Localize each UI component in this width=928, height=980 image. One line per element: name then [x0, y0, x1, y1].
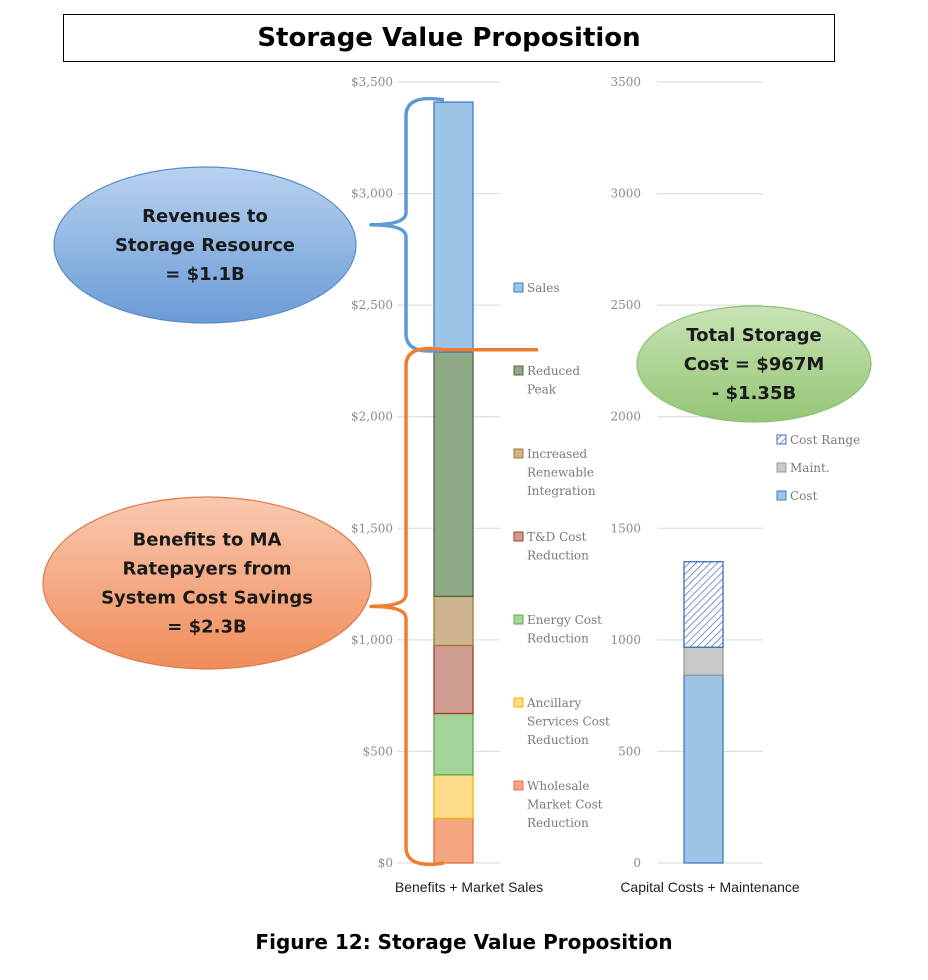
- right-legend-label-cost-range: Cost Range: [790, 433, 861, 447]
- benefits-callout-ellipse: [43, 497, 371, 669]
- left-legend-label-energy-cost-reduction: Energy Cost Reduction: [527, 613, 602, 646]
- left-legend-swatch-energy-cost-reduction: [514, 615, 523, 624]
- left-bar-ancillary-services-cost-reduction: [434, 775, 473, 819]
- benefits-brace: [371, 348, 444, 864]
- left-y-tick-label: $2,500: [351, 298, 393, 313]
- left-legend-label-sales: Sales: [527, 281, 560, 295]
- left-y-tick-label: $1,500: [351, 521, 393, 536]
- right-y-tick-label: 3000: [610, 186, 641, 201]
- left-legend-label-tandd-cost-reduction: T&D Cost Reduction: [527, 530, 589, 563]
- left-bar-tandd-cost-reduction: [434, 645, 473, 713]
- right-y-tick-label: 2000: [610, 409, 641, 424]
- left-legend-swatch-ancillary-services-cost-reduction: [514, 698, 523, 707]
- right-bar-maint: [684, 647, 723, 675]
- right-bar-cost-range: [684, 562, 723, 647]
- left-legend-swatch-increased-renewable-integration: [514, 449, 523, 458]
- x-axis-label-right: Capital Costs + Maintenance: [620, 879, 800, 895]
- right-y-tick-label: 1500: [610, 521, 641, 536]
- right-bar-cost: [684, 675, 723, 863]
- right-y-tick-label: 3500: [610, 75, 641, 89]
- left-legend-swatch-reduced-peak: [514, 366, 523, 375]
- left-bar-increased-renewable-integration: [434, 596, 473, 645]
- right-legend-swatch-maint: [777, 463, 786, 472]
- total-cost-callout-text: Total Storage Cost = $967M - $1.35B: [683, 325, 825, 404]
- left-bar-sales: [434, 102, 473, 352]
- left-bar-reduced-peak: [434, 352, 473, 596]
- left-bar-wholesale-market-cost-reduction: [434, 818, 473, 863]
- right-y-tick-label: 1000: [610, 632, 641, 647]
- revenues-callout-text: Revenues to Storage Resource = $1.1B: [114, 206, 296, 285]
- left-bar-energy-cost-reduction: [434, 713, 473, 774]
- left-legend-swatch-tandd-cost-reduction: [514, 532, 523, 541]
- right-y-tick-label: 2500: [610, 298, 641, 313]
- left-y-tick-label: $2,000: [351, 409, 393, 424]
- right-legend-label-maint: Maint.: [790, 461, 830, 475]
- chart-title: Storage Value Proposition: [63, 14, 835, 62]
- right-y-tick-label: 0: [633, 856, 641, 870]
- right-legend-swatch-cost: [777, 491, 786, 500]
- left-legend-swatch-wholesale-market-cost-reduction: [514, 781, 523, 790]
- benefits-callout-text: Benefits to MA Ratepayers from System Cost Savings = $2.3B: [101, 529, 313, 638]
- revenue-brace: [371, 99, 444, 351]
- left-y-tick-label: $3,000: [351, 186, 393, 201]
- right-legend-swatch-cost-range: [777, 435, 786, 444]
- left-legend-swatch-sales: [514, 283, 523, 292]
- left-y-tick-label: $3,500: [351, 75, 393, 89]
- figure-caption: Figure 12: Storage Value Proposition: [255, 930, 673, 954]
- right-legend-label-cost: Cost: [790, 489, 818, 503]
- right-y-tick-label: 500: [618, 744, 641, 759]
- left-legend-label-ancillary-services-cost-reduction: Ancillary Services Cost Reduction: [527, 696, 610, 747]
- left-y-tick-label: $0: [377, 856, 393, 870]
- left-y-tick-label: $500: [362, 744, 393, 759]
- left-legend-label-reduced-peak: Reduced Peak: [527, 364, 581, 397]
- x-axis-label-left: Benefits + Market Sales: [394, 879, 544, 895]
- left-y-tick-label: $1,000: [351, 632, 393, 647]
- left-legend-label-increased-renewable-integration: Increased Renewable Integration: [527, 447, 596, 498]
- left-legend-label-wholesale-market-cost-reduction: Wholesale Market Cost Reduction: [527, 779, 603, 830]
